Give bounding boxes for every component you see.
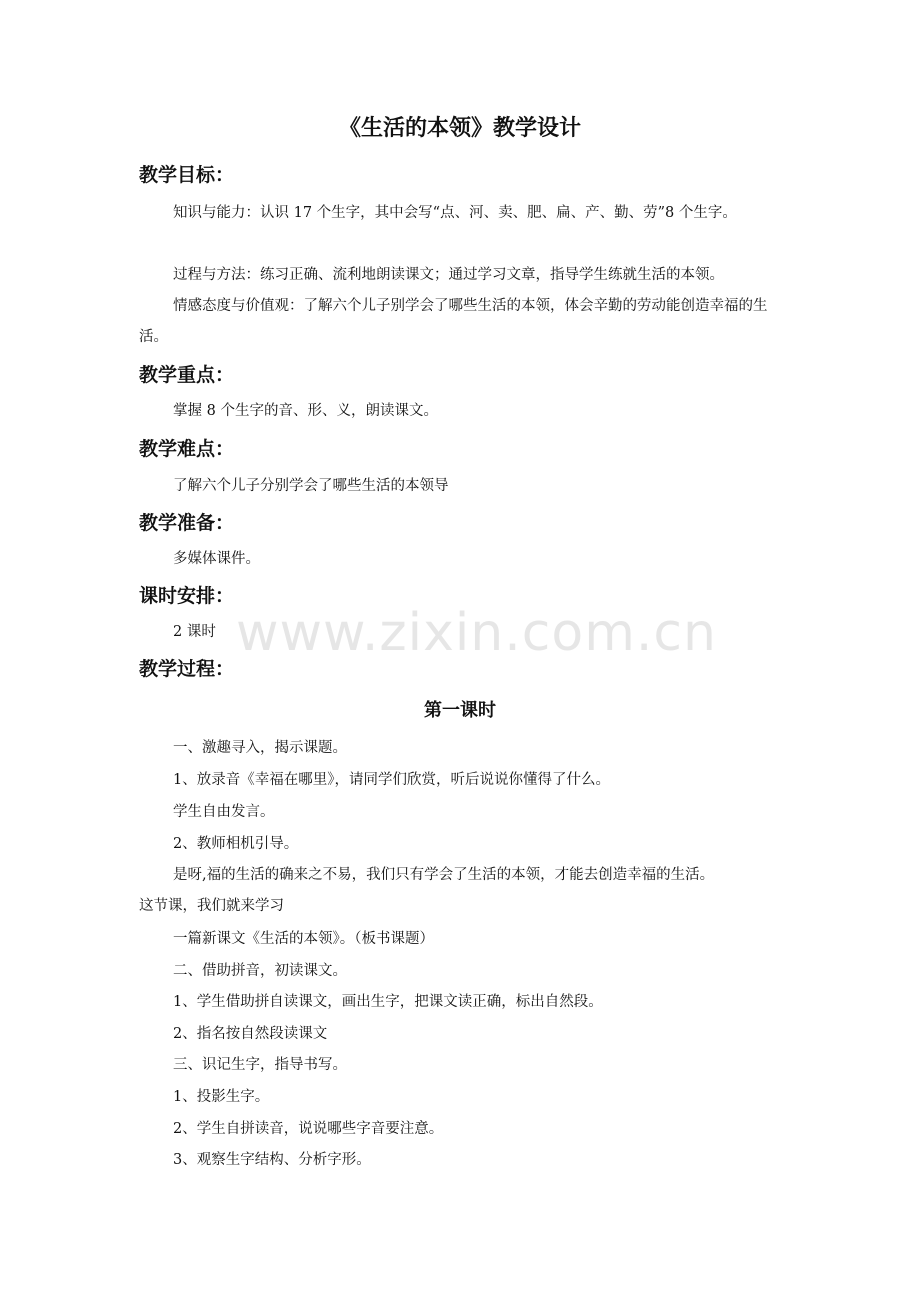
process-step: 是呀,福的生活的确来之不易，我们只有学会了生活的本领，才能去创造幸福的生活。	[173, 867, 715, 883]
goals-process: 过程与方法：练习正确、流利地朗读课文；通过学习文章，指导学生练就生活的本领。	[173, 267, 724, 283]
process-step: 2、学生自拼读音，说说哪些字音要注意。	[173, 1121, 444, 1137]
lesson-title: 第一课时	[424, 700, 496, 721]
goals-attitude: 情感态度与价值观：了解六个儿子别学会了哪些生活的本领，体会辛勤的劳动能创造幸福的生活。	[139, 298, 768, 345]
difficulties-heading: 教学难点：	[139, 438, 235, 460]
process-step: 3、观察生字结构、分析字形。	[173, 1152, 371, 1168]
difficulties-text: 了解六个儿子分别学会了哪些生活的本领导	[173, 478, 449, 494]
goals-heading: 教学目标：	[139, 164, 235, 186]
process-step: 2、指名按自然段读课文	[173, 1026, 328, 1042]
process-step: 一篇新课文《生活的本领》。（板书课题）	[173, 931, 434, 947]
process-step: 二、借助拼音，初读课文。	[173, 963, 347, 979]
document-title: 《生活的本领》教学设计	[338, 116, 581, 141]
preparation-heading: 教学准备：	[139, 512, 235, 534]
preparation-text: 多媒体课件。	[173, 551, 260, 567]
key-points-text: 掌握 8 个生字的音、形、义，朗读课文。	[173, 403, 438, 419]
process-step: 这节课，我们就来学习	[139, 898, 284, 914]
key-points-heading: 教学重点：	[139, 364, 235, 386]
goals-knowledge: 知识与能力：认识 17 个生字，其中会写“点、河、卖、肥、扁、产、勤、劳”8 个生字。	[173, 205, 737, 221]
schedule-text: 2 课时	[173, 624, 216, 640]
watermark-text: www.zixin.com.cn	[236, 603, 717, 663]
schedule-heading: 课时安排：	[139, 585, 235, 607]
process-step: 1、投影生字。	[173, 1089, 270, 1105]
process-heading: 教学过程：	[139, 658, 235, 680]
process-step: 1、放录音《幸福在哪里》，请同学们欣赏，听后说说你懂得了什么。	[173, 772, 610, 788]
process-step: 一、激趣寻入，揭示课题。	[173, 740, 347, 756]
process-step: 学生自由发言。	[173, 804, 275, 820]
process-step: 三、识记生字，指导书写。	[173, 1057, 347, 1073]
process-step: 1、学生借助拼自读课文，画出生字，把课文读正确，标出自然段。	[173, 994, 603, 1010]
process-step: 2、教师相机引导。	[173, 836, 299, 852]
